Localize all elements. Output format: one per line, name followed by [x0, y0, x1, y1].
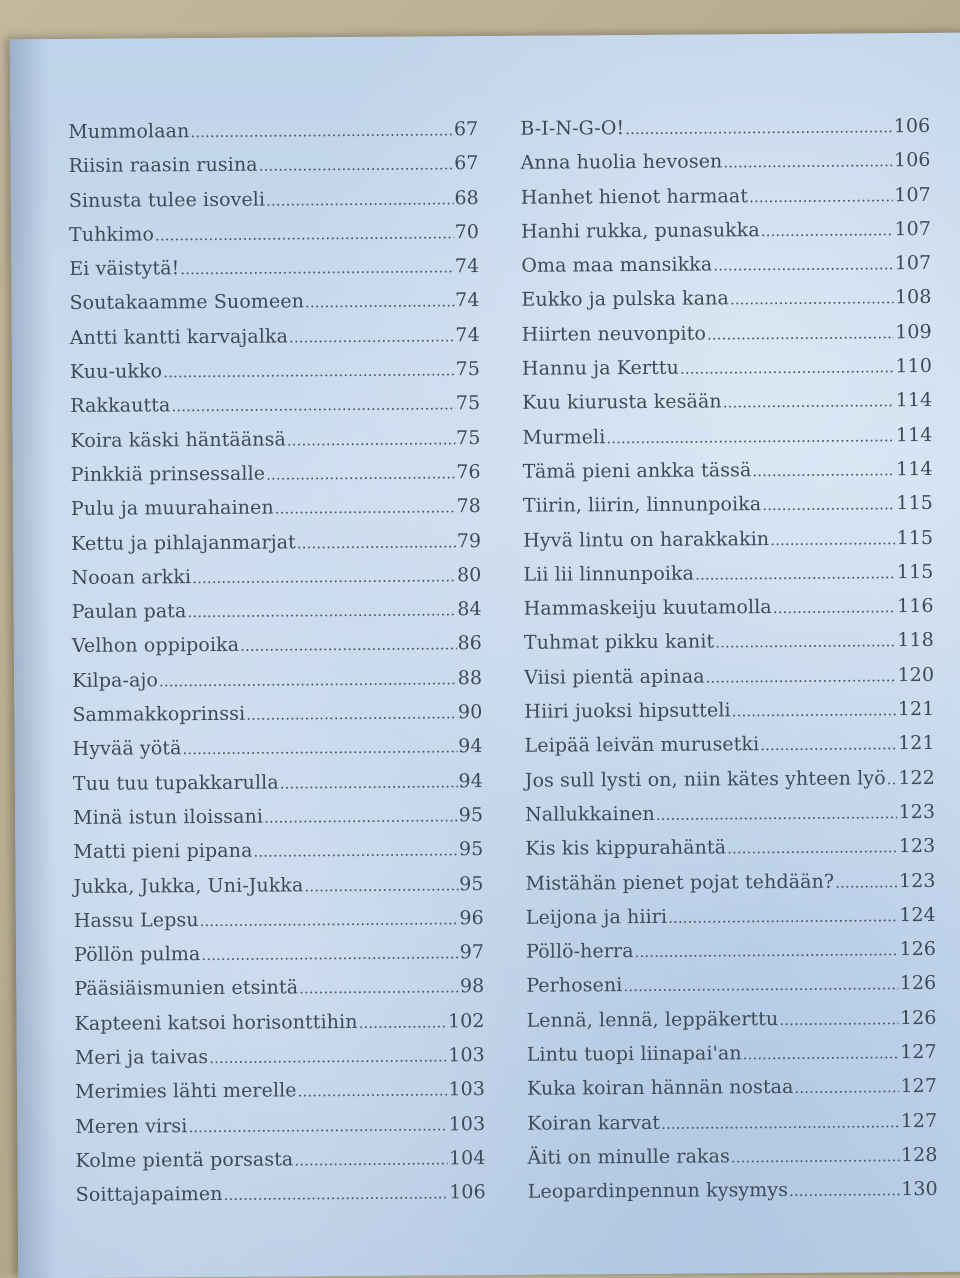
toc-entry-title: Sammakkoprinssi — [72, 702, 246, 726]
toc-entry-title: Jos sull lysti on, niin kätes yhteen lyö — [524, 766, 886, 792]
toc-entry-page: 121 — [897, 732, 935, 755]
toc-entry-page: 121 — [897, 697, 935, 721]
toc-entry-title: Minä istun iloissani — [73, 805, 264, 829]
toc-entry — [74, 975, 484, 1012]
toc-entry — [74, 873, 484, 910]
toc-entry — [521, 184, 931, 221]
toc-column-right — [520, 115, 938, 1215]
toc-entry-title: Tämä pieni ankka tässä — [522, 459, 752, 483]
toc-entry — [527, 1041, 937, 1078]
toc-entry-page: 127 — [900, 1109, 938, 1132]
dot-leader — [266, 464, 455, 483]
dot-leader — [760, 736, 897, 755]
toc-entry — [527, 1144, 937, 1181]
toc-entry-title: Soutakaamme Suomeen — [69, 290, 305, 315]
toc-entry-page: 88 — [457, 666, 483, 690]
toc-entry-page: 75 — [455, 358, 481, 381]
toc-entry-title: Lennä, lennä, leppäkerttu — [526, 1007, 779, 1032]
toc-entry — [75, 1147, 485, 1184]
toc-entry — [71, 530, 481, 567]
toc-entry — [525, 767, 935, 804]
toc-entry-page: 67 — [453, 118, 479, 141]
toc-entry-page: 97 — [459, 941, 485, 964]
toc-entry-page: 115 — [896, 560, 934, 584]
toc-entry — [526, 938, 936, 975]
dot-leader — [287, 430, 455, 449]
toc-entry-page: 106 — [893, 114, 931, 138]
dot-leader — [732, 701, 897, 720]
toc-entry-title: Murmeli — [522, 425, 606, 449]
toc-column-left — [68, 118, 486, 1218]
toc-entry-title: Koiran karvat — [527, 1111, 661, 1135]
toc-entry-page: 107 — [894, 183, 931, 206]
toc-entry — [69, 187, 479, 224]
toc-entry-title: Rakkautta — [70, 394, 171, 418]
dot-leader — [707, 324, 894, 343]
toc-entry-title: Kilpa-ajo — [72, 669, 159, 692]
toc-entry-title: Leijona ja hiiri — [525, 905, 668, 929]
toc-entry-page: 116 — [897, 595, 934, 618]
toc-entry-title: Pöllö-herra — [525, 940, 634, 963]
toc-entry-title: Hanhet hienot harmaat — [520, 184, 749, 209]
dot-leader — [275, 499, 456, 518]
toc-entry-title: Hannu ja Kerttu — [521, 356, 680, 380]
toc-entry — [73, 735, 483, 772]
toc-entry — [73, 770, 483, 807]
toc-entry-page: 94 — [458, 769, 483, 792]
toc-entry-page: 107 — [894, 252, 932, 275]
dot-leader — [280, 773, 458, 792]
toc-entry-title: Jukka, Jukka, Uni-Jukka — [73, 873, 304, 898]
dot-leader — [359, 1013, 448, 1032]
book-page — [10, 33, 960, 1278]
toc-entry-title: Kuka koiran hännän nostaa — [526, 1076, 794, 1101]
toc-entry — [75, 1113, 485, 1150]
toc-entry-page: 75 — [455, 392, 481, 415]
toc-entry-title: Soittajapaimen — [75, 1183, 223, 1207]
dot-leader — [200, 910, 459, 930]
dot-leader — [159, 670, 457, 690]
dot-leader — [731, 1147, 900, 1166]
toc-entry-page: 80 — [456, 563, 482, 587]
toc-entry-title: Kis kis kippurahäntä — [525, 836, 727, 861]
dot-leader — [656, 804, 898, 824]
dot-leader — [294, 1150, 448, 1169]
toc-entry-title: Merimies lähti merelle — [74, 1079, 297, 1104]
toc-entry-page: 108 — [894, 286, 932, 309]
dot-leader — [606, 427, 895, 447]
toc-entry-title: Mistähän pienet pojat tehdään? — [525, 870, 835, 895]
toc-entry — [524, 664, 934, 701]
dot-leader — [297, 533, 456, 552]
toc-entry-page: 120 — [897, 663, 935, 686]
dot-leader — [723, 152, 893, 171]
toc-entry-page: 103 — [448, 1078, 486, 1101]
dot-leader — [209, 1047, 447, 1067]
toc-entry — [526, 1007, 936, 1044]
toc-entry — [523, 458, 933, 495]
toc-entry-page: 114 — [895, 423, 933, 446]
dot-leader — [299, 979, 459, 998]
dot-leader — [289, 327, 454, 346]
dot-leader — [187, 601, 456, 621]
toc-entry — [522, 321, 932, 358]
toc-entry-title: Hassu Lepsu — [73, 908, 199, 932]
toc-entry-page: 103 — [448, 1112, 486, 1135]
dot-leader — [770, 530, 896, 549]
toc-entry-page: 123 — [898, 869, 936, 892]
toc-entry — [528, 1178, 938, 1215]
toc-entry-title: Pöllön pulma — [74, 943, 201, 967]
dot-leader — [163, 361, 455, 381]
dot-leader — [623, 976, 898, 996]
toc-entry — [70, 324, 480, 361]
dot-leader — [625, 118, 893, 138]
toc-entry-page: 118 — [897, 629, 934, 652]
dot-leader — [188, 1116, 447, 1136]
toc-entry-page: 123 — [898, 835, 936, 858]
dot-leader — [773, 598, 896, 617]
toc-entry — [522, 355, 932, 392]
toc-entry — [527, 1110, 937, 1147]
toc-entry-title: Ei väistytä! — [69, 257, 180, 281]
dot-leader — [752, 461, 895, 480]
toc-entry-page: 95 — [458, 804, 484, 827]
toc-entry-title: Hammaskeiju kuutamolla — [523, 596, 772, 620]
toc-entry — [72, 598, 482, 635]
toc-entry-title: Meri ja taivas — [74, 1046, 209, 1069]
toc-entry-title: Äiti on minulle rakas — [527, 1145, 730, 1169]
toc-entry-title: Velhon oppipoika — [71, 634, 240, 658]
toc-entry — [74, 907, 484, 944]
toc-entry-title: Hanhi rukka, punasukka — [520, 219, 760, 243]
toc-entry-title: Antti kantti karvajalka — [69, 325, 289, 349]
dot-leader — [695, 564, 896, 583]
toc-entry-page: 95 — [459, 872, 484, 895]
toc-entry — [75, 1044, 485, 1081]
toc-entry-title: Tuhmat pikku kanit — [523, 630, 715, 655]
toc-entry-title: Mummolaan — [68, 120, 190, 143]
toc-entry-title: Lii lii linnunpoika — [523, 562, 695, 586]
toc-entry — [73, 804, 483, 841]
toc-entry-page: 98 — [459, 975, 485, 998]
dot-leader — [715, 633, 896, 652]
toc-entry-page: 114 — [895, 389, 933, 412]
dot-leader — [171, 396, 455, 416]
toc-entry — [521, 252, 931, 289]
dot-leader — [304, 876, 458, 895]
dot-leader — [305, 293, 454, 312]
dot-leader — [224, 1185, 449, 1205]
toc-entry-title: Leipää leivän murusetki — [524, 733, 760, 758]
toc-entry-title: Leopardinpennun kysymys — [527, 1179, 789, 1203]
dot-leader — [887, 770, 898, 788]
toc-entry-page: 114 — [896, 457, 933, 481]
toc-entry-page: 70 — [454, 220, 480, 244]
toc-entry-page: 109 — [895, 320, 932, 343]
dot-leader — [779, 1010, 899, 1029]
toc-entry-page: 78 — [456, 495, 482, 518]
toc-entry-title: Nooan arkki — [71, 565, 192, 589]
dot-leader — [635, 941, 899, 961]
toc-entry — [526, 869, 936, 906]
toc-entry-page: 102 — [447, 1009, 485, 1033]
dot-leader — [749, 187, 893, 206]
toc-entry — [522, 389, 932, 426]
toc-entry — [72, 633, 482, 670]
toc-entry — [524, 698, 934, 735]
dot-leader — [668, 907, 898, 927]
toc-entry-title: Koira käski häntäänsä — [70, 428, 286, 452]
dot-leader — [246, 704, 457, 723]
toc-entry-title: Paulan pata — [71, 600, 187, 624]
dot-leader — [713, 255, 893, 274]
toc-entry — [525, 835, 935, 872]
toc-entry-title: Riisin raasin rusina — [68, 153, 258, 178]
toc-entry-page: 124 — [899, 903, 936, 927]
toc-entry — [525, 801, 935, 838]
dot-leader — [298, 1082, 448, 1101]
dot-leader — [661, 1113, 900, 1133]
toc-entry-page: 95 — [458, 838, 484, 861]
toc-entry-page: 106 — [449, 1181, 486, 1204]
toc-entry — [523, 561, 933, 598]
toc-entry — [74, 1010, 484, 1047]
dot-leader — [182, 739, 457, 759]
toc-entry-page: 110 — [895, 355, 933, 378]
toc-entry-page: 67 — [454, 152, 479, 175]
toc-entry — [72, 701, 482, 738]
dot-leader — [180, 258, 454, 278]
toc-entry-title: Sinusta tulee isoveli — [68, 188, 266, 212]
toc-entry-page: 86 — [457, 632, 482, 655]
toc-entry — [524, 629, 934, 666]
toc-entry — [526, 904, 936, 941]
toc-entry-title: B-I-N-G-O! — [520, 117, 625, 140]
toc-entry-page: 126 — [899, 1006, 937, 1029]
toc-entry-title: Matti pieni pipana — [73, 839, 253, 864]
toc-entry — [72, 667, 482, 704]
toc-entry — [521, 286, 931, 323]
toc-entry-title: Tuhkimo — [68, 223, 155, 246]
toc-entry — [69, 255, 479, 292]
dot-leader — [266, 190, 453, 209]
toc-entry-title: Perhoseni — [526, 974, 623, 998]
toc-entry — [73, 838, 483, 875]
toc-entry-page: 90 — [457, 701, 483, 724]
dot-leader — [730, 290, 894, 309]
toc-entry-title: Viisi pientä apinaa — [524, 665, 705, 689]
toc-entry — [68, 118, 478, 155]
toc-entry — [70, 358, 480, 395]
toc-entry — [524, 595, 934, 632]
toc-entry — [68, 152, 478, 189]
toc-entry-title: Tiirin, liirin, linnunpoika — [522, 493, 762, 518]
toc-entry-page: 115 — [896, 492, 934, 515]
toc-entry-page: 106 — [893, 149, 931, 172]
toc-entry-title: Kuu kiurusta kesään — [522, 390, 722, 415]
dot-leader — [835, 873, 898, 891]
toc-entry-title: Kettu ja pihlajanmarjat — [71, 530, 296, 555]
toc-entry-page: 127 — [900, 1040, 937, 1064]
toc-entry-page: 107 — [894, 217, 932, 241]
toc-entry-page: 94 — [458, 735, 483, 758]
toc-entry — [521, 218, 931, 255]
toc-entry — [520, 115, 930, 152]
toc-entry-page: 115 — [896, 526, 934, 549]
toc-entry-title: Kolme pientä porsasta — [75, 1148, 294, 1172]
toc-entry — [70, 392, 480, 429]
toc-entry — [71, 564, 481, 601]
toc-entry — [71, 495, 481, 532]
toc-entry — [69, 221, 479, 258]
dot-leader — [762, 495, 895, 514]
dot-leader — [264, 807, 458, 826]
toc-entry-title: Pulu ja muurahainen — [70, 496, 274, 521]
toc-entry-page: 122 — [898, 766, 935, 789]
toc-entry-title: Tuu tuu tupakkarulla — [72, 771, 279, 795]
dot-leader — [240, 636, 457, 656]
toc-entry — [75, 1078, 485, 1115]
dot-leader — [727, 838, 898, 857]
toc-entry-title: Hiirten neuvonpito — [521, 322, 707, 346]
toc-entry — [76, 1181, 486, 1218]
toc-entry-title: Kuu-ukko — [69, 360, 163, 384]
toc-entry-title: Meren virsi — [75, 1114, 188, 1138]
toc-entry-page: 126 — [899, 938, 937, 961]
toc-entry-page: 96 — [459, 906, 484, 930]
toc-entry-page: 68 — [454, 186, 479, 209]
toc-entry — [520, 149, 930, 186]
dot-leader — [155, 224, 454, 244]
toc-entry-title: Oma maa mansikka — [521, 253, 713, 277]
toc-entry-page: 123 — [898, 800, 936, 824]
toc-entry — [70, 427, 480, 464]
toc-entry-page: 127 — [900, 1075, 938, 1098]
toc-entry-title: Nallukkainen — [525, 802, 655, 826]
toc-entry — [526, 972, 936, 1009]
toc-entry-title: Pääsiäismunien etsintä — [74, 976, 299, 1001]
toc-entry-page: 104 — [448, 1146, 486, 1170]
toc-entry — [69, 290, 479, 327]
dot-leader — [794, 1078, 899, 1097]
dot-leader — [723, 393, 895, 412]
toc-entry — [522, 424, 932, 461]
dot-leader — [259, 156, 454, 175]
toc-entry-title: Hyvää yötä — [72, 737, 182, 761]
toc-entry-page: 79 — [456, 529, 482, 552]
toc-entry — [523, 492, 933, 529]
toc-entry-title: Lintu tuopi liinapai'an — [526, 1042, 742, 1066]
dot-leader — [253, 841, 458, 860]
toc-entry-page: 103 — [448, 1044, 485, 1067]
dot-leader — [680, 358, 895, 377]
toc-entry-page: 84 — [457, 598, 482, 621]
toc-entry — [523, 526, 933, 563]
toc-entry-page: 75 — [456, 426, 481, 449]
dot-leader — [192, 567, 456, 587]
toc-entry — [525, 732, 935, 769]
toc-entry-title: Hiiri juoksi hipsutteli — [524, 699, 731, 723]
toc-entry-title: Anna huolia hevosen — [520, 150, 723, 175]
toc-entry — [527, 1075, 937, 1112]
toc-entry-title: Pinkkiä prinsessalle — [70, 462, 266, 486]
dot-leader — [761, 221, 894, 240]
toc-entry-title: Eukko ja pulska kana — [521, 287, 729, 312]
toc-entry-page: 76 — [456, 461, 481, 484]
toc-entry-page: 74 — [455, 323, 480, 347]
toc-entry — [74, 941, 484, 978]
toc-entry-page: 74 — [455, 289, 480, 312]
page-gutter-shadow — [10, 39, 59, 1278]
toc-entry-page: 130 — [901, 1178, 938, 1201]
toc-entry-page: 126 — [899, 972, 937, 995]
toc-entry-page: 74 — [454, 255, 480, 278]
toc-entry-title: Hyvä lintu on harakkakin — [523, 527, 770, 552]
dot-leader — [789, 1181, 900, 1200]
dot-leader — [190, 121, 453, 141]
dot-leader — [743, 1044, 900, 1063]
dot-leader — [201, 944, 458, 964]
toc-entry-title: Kapteeni katsoi horisonttihin — [74, 1010, 358, 1035]
dot-leader — [706, 667, 897, 686]
toc-entry — [71, 461, 481, 498]
toc-entry-page: 128 — [900, 1143, 938, 1167]
